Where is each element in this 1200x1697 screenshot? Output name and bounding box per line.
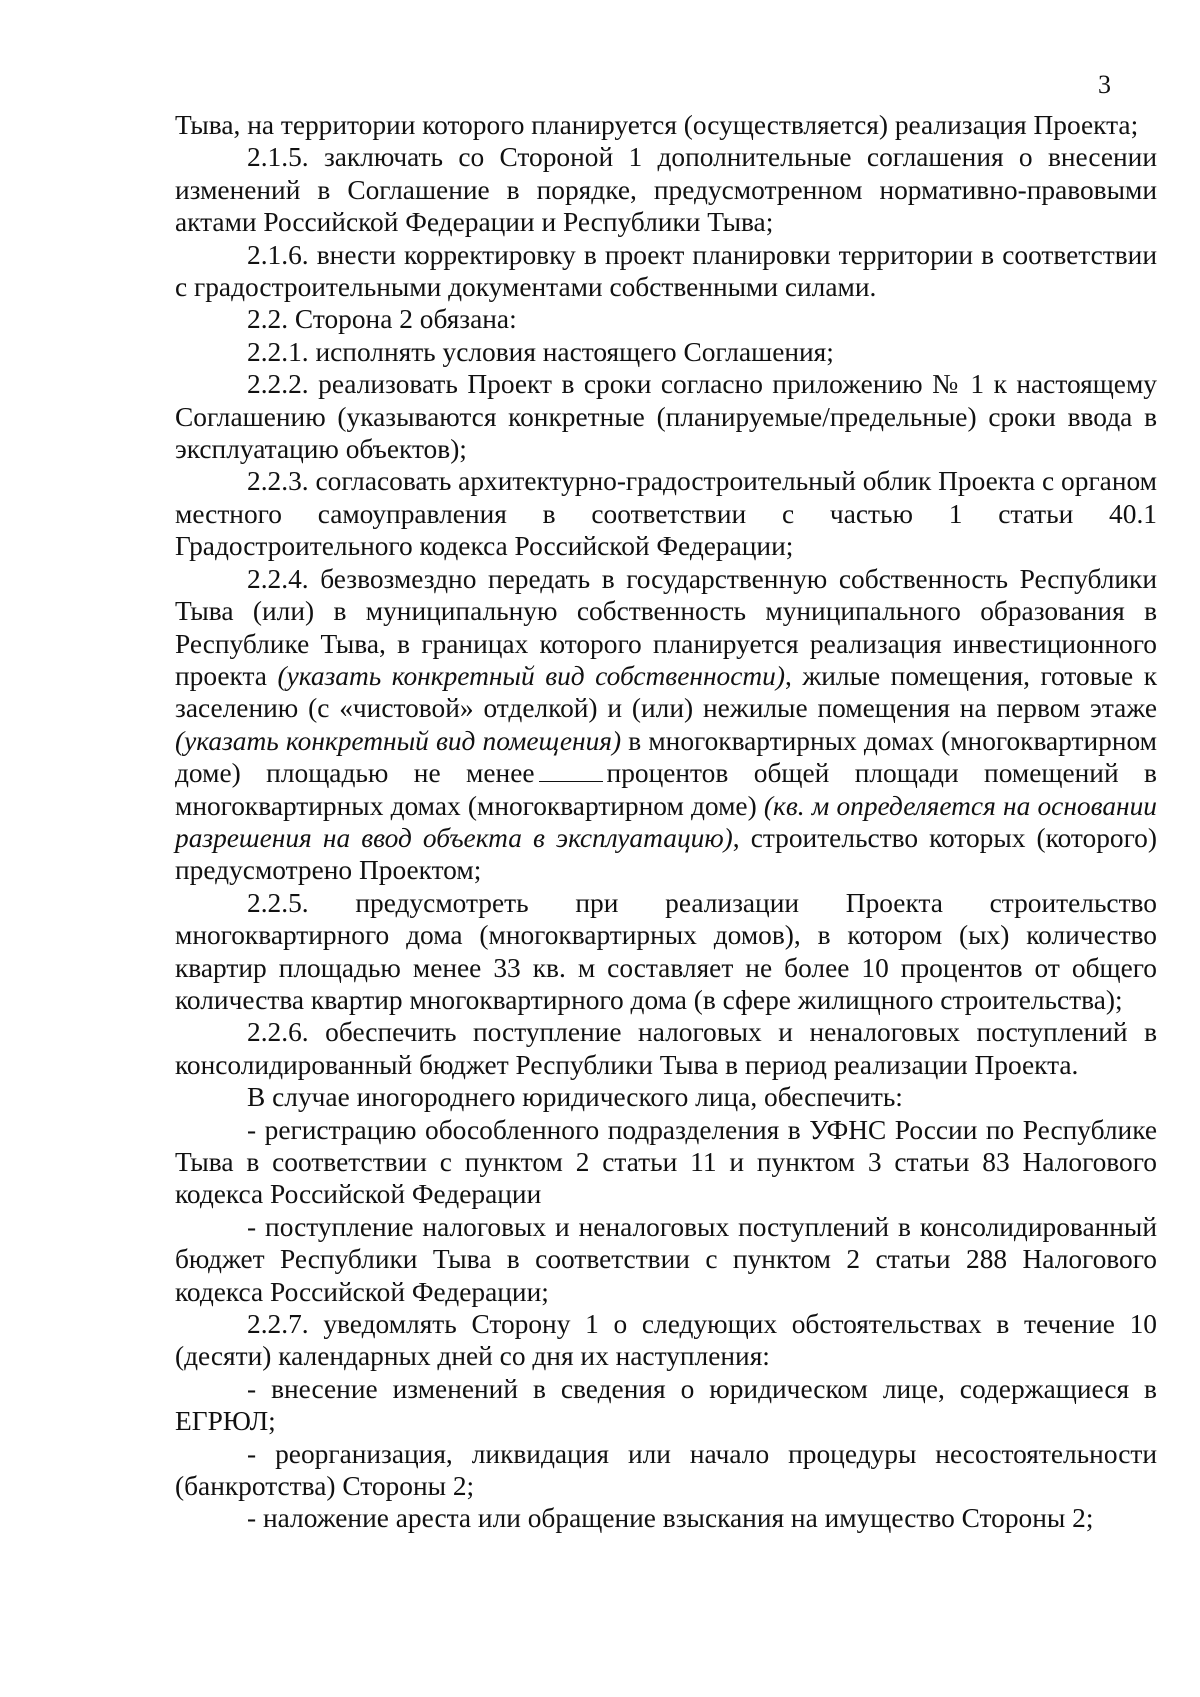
list-item-tax-receipts: - поступление налоговых и неналоговых поступлений в консолидированный бюджет Республики Тыва в соответствии с пунктом 2 статьи 288 Налогового кодекса Российской Федерации; — [175, 1211, 1157, 1307]
document-body — [175, 109, 1157, 1535]
nonresident-entity-intro: В случае иногороднего юридического лица, обеспечить: — [247, 1082, 903, 1113]
clause-2-2-heading: 2.2. Сторона 2 обязана: — [247, 304, 517, 335]
clause-2-2-4-italic-ownership: (указать конкретный вид собственности) — [277, 660, 785, 691]
page-number: 3 — [1098, 70, 1111, 99]
list-item-registration: - регистрацию обособленного подразделения в УФНС России по Республике Тыва в соответствии с пунктом 2 статьи 11 и пунктом 3 статьи 83 Налогового кодекса Российской Федерации — [175, 1114, 1157, 1210]
list-item-reorganization: - реорганизация, ликвидация или начало процедуры несостоятельности (банкротства) Стороны 2; — [175, 1438, 1157, 1502]
clause-2-2-7: 2.2.7. уведомлять Сторону 1 о следующих обстоятельствах в течение 10 (десяти) календарных дней со дня их наступления: — [175, 1309, 1157, 1372]
clause-2-2-5: 2.2.5. предусмотреть при реализации Проекта строительство многоквартирного дома (многоквартирных домов), в котором (ых) количество квартир площадью менее 33 кв. м составляет не более 10 процентов от общего количества квартир многоквартирного дома (в сфере жилищного строительства); — [175, 887, 1157, 1015]
paragraph-continuation: Тыва, на территории которого планируется (осуществляется) реализация Проекта; — [175, 110, 1139, 140]
clause-2-2-3: 2.2.3. согласовать архитектурно-градостроительный облик Проекта с органом местного самоуправления в соответствии с частью 1 статьи 40.1 Градостроительного кодекса Российской Федерации; — [175, 466, 1158, 562]
fill-in-blank — [539, 761, 603, 782]
list-item-egrul-changes: - внесение изменений в сведения о юридическом лице, содержащиеся в ЕГРЮЛ; — [175, 1373, 1157, 1437]
clause-2-2-4-text-5: , строительство которых (которого) предусмотрено Проектом; — [175, 822, 1157, 886]
clause-2-2-2: 2.2.2. реализовать Проект в сроки согласно приложению № 1 к настоящему Соглашению (указываются конкретные (планируемые/предельные) сроки ввода в эксплуатацию объектов); — [175, 369, 1157, 465]
clause-2-2-4-text-2: , жилые помещения, готовые к заселению (с «чистовой» отделкой) и (или) нежилые помещения на первом этаже — [175, 660, 1158, 724]
clause-2-1-5: 2.1.5. заключать со Стороной 1 дополнительные соглашения о внесении изменений в Соглашение в порядке, предусмотренном нормативно-правовыми актами Российской Федерации и Республики Тыва; — [175, 142, 1157, 238]
clause-2-2-4-italic-premises: (указать конкретный вид помещения) — [175, 725, 622, 756]
clause-2-2-6: 2.2.6. обеспечить поступление налоговых и неналоговых поступлений в консолидированный бюджет Республики Тыва в период реализации Проекта. — [175, 1017, 1157, 1080]
clause-2-2-4-text-3: в многоквартирных домах (многоквартирном доме) площадью не менее — [175, 725, 1157, 789]
list-item-arrest: - наложение ареста или обращение взыскания на имущество Стороны 2; — [247, 1503, 1094, 1534]
clause-2-2-4-text-1: 2.2.4. безвозмездно передать в государственную собственность Республики Тыва (или) в муниципальную собственность муниципального образования в Республике Тыва, в границах которого планируется реализация инвестиционного проекта — [175, 563, 1157, 691]
clause-2-2-4-italic-area: (кв. м определяется на основании разрешения на ввод объекта в эксплуатацию) — [175, 790, 1157, 853]
clause-2-2-1: 2.2.1. исполнять условия настоящего Соглашения; — [247, 336, 834, 367]
clause-2-2-4 — [175, 563, 1157, 887]
clause-2-2-4-text-4: процентов общей площади помещений в многоквартирных домах (многоквартирном доме) — [175, 758, 1157, 821]
clause-2-1-6: 2.1.6. внести корректировку в проект планировки территории в соответствии с градостроительными документами собственными силами. — [175, 239, 1157, 303]
